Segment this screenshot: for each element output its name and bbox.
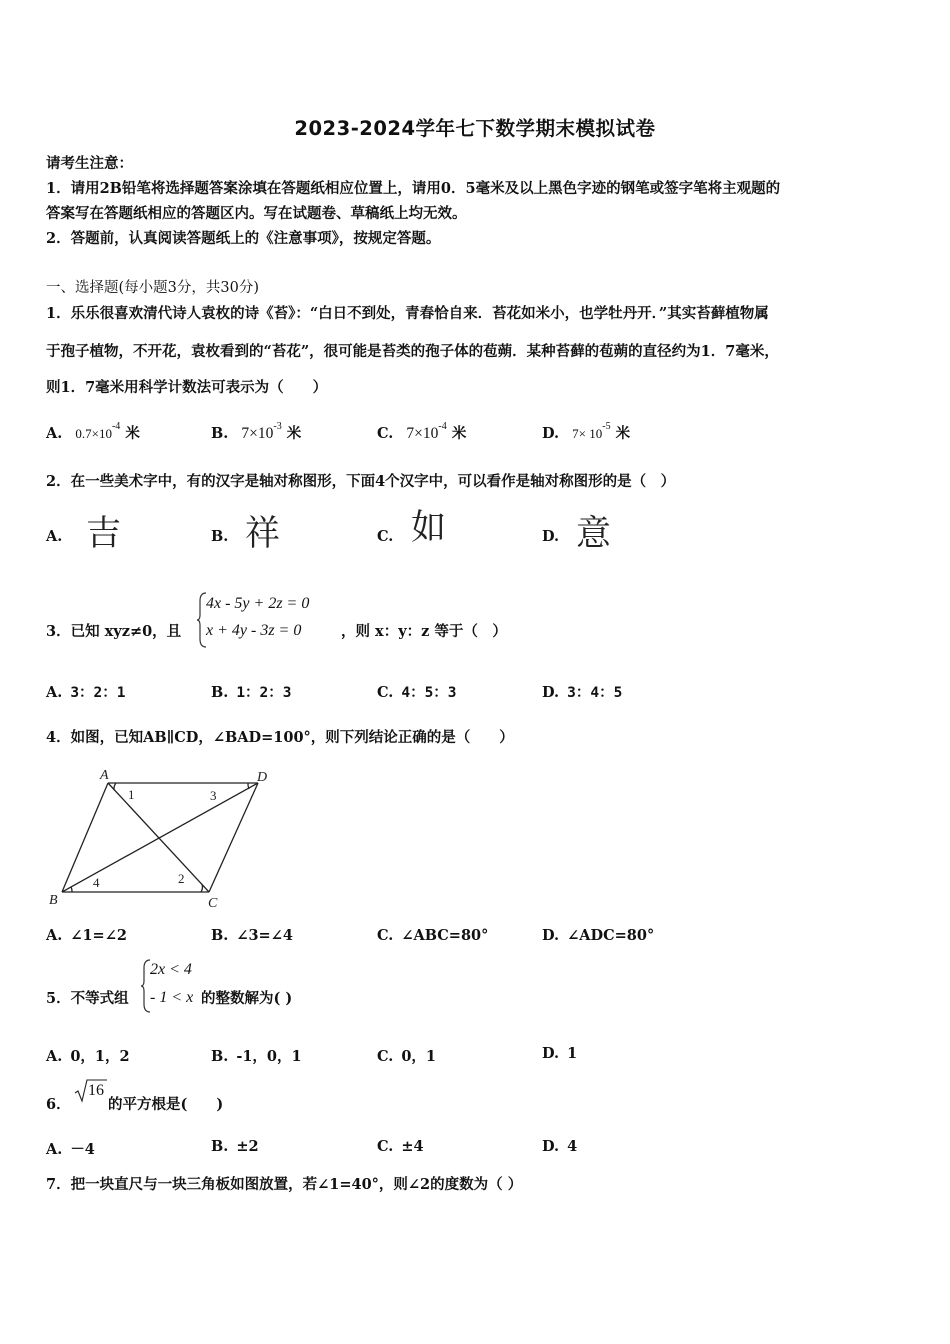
notice-line-1: 1．请用2B铅笔将选择题答案涂填在答题纸相应位置上，请用0．5毫米及以上黑色字迹的钢笔或签字笔将主观题的 [46,180,781,197]
q6-number: 6． [46,1096,71,1113]
q5-stem-prefix: 5．不等式组 [46,990,129,1007]
q6-stem-suffix: 的平方根是( ) [108,1096,224,1113]
q5-option-a[interactable] [46,1045,130,1066]
option-text: 4 [567,1138,578,1155]
q5-inequality-1: 2x < 4 [150,961,192,978]
option-label: D. [542,425,560,442]
option-math: $7\times 10^{-5}$ [572,421,611,441]
q6-option-c[interactable] [377,1138,424,1155]
option-text: 1 [567,1045,578,1062]
option-label: B. [211,1138,229,1155]
q3-option-d[interactable] [542,681,622,702]
option-character: 如 [411,508,447,548]
angle-arc-2 [201,884,202,892]
q3-stem-prefix: 3．已知 xyz≠0，且 [46,623,182,640]
option-character: 吉 [86,514,122,554]
q4-option-c[interactable] [377,927,488,944]
q6-radicand: 16 [88,1082,104,1099]
q1-option-c[interactable] [377,422,466,443]
option-label: C. [377,927,394,944]
q4-option-a[interactable] [46,927,127,944]
option-character: 祥 [245,514,281,554]
q5-option-d[interactable] [542,1045,577,1062]
vertex-label-a: A [100,768,109,783]
q3-option-a[interactable] [46,681,126,702]
q3-option-c[interactable] [377,681,457,702]
option-text: ∠3=∠4 [236,927,293,944]
q7-stem: 7．把一块直尺与一块三角板如图放置，若∠1=40°，则∠2的度数为（ ） [46,1176,523,1193]
option-label: D. [542,1138,560,1155]
option-label: B. [211,684,229,701]
q5-option-b[interactable] [211,1045,302,1066]
option-label: D. [542,927,560,944]
option-label: C. [377,1048,394,1065]
option-label: A. [46,927,63,944]
q3-equation-2: x + 4y - 3z = 0 [206,622,302,639]
option-label: C. [377,528,394,545]
angle-label-3: 3 [210,788,217,803]
option-label: B. [211,528,229,545]
option-label: B. [211,425,229,442]
option-label: A. [46,1141,63,1158]
vertex-label-b: B [49,893,58,908]
notice-heading: 请考生注意： [46,155,133,172]
angle-label-2: 2 [178,871,185,886]
option-label: A. [46,684,63,701]
option-label: C. [377,1138,394,1155]
option-unit: 米 [615,425,631,442]
q3-option-b[interactable] [211,681,292,702]
option-text: ∠ABC=80° [401,927,489,944]
option-character: 意 [576,514,612,554]
option-text: －4 [70,1141,95,1158]
q1-option-a[interactable] [46,422,140,443]
option-text: 0，1，2 [70,1048,130,1065]
notice-line-3: 2．答题前，认真阅读答题纸上的《注意事项》，按规定答题。 [46,230,441,247]
q1-stem-line-3: 则1．7毫米用科学计数法可表示为（ ） [46,379,328,396]
notice-line-2: 答案写在答题纸相应的答题区内。写在试题卷、草稿纸上均无效。 [46,205,467,222]
option-unit: 米 [125,425,140,442]
option-text: 0，1 [401,1048,437,1065]
q4-option-d[interactable] [542,927,654,944]
angle-arc-4 [71,887,72,892]
option-label: C. [377,425,394,442]
q5-inequality-2: - 1 < x [150,989,194,1006]
option-text: -1，0，1 [236,1048,302,1065]
q3-equation-1: 4x - 5y + 2z = 0 [206,595,310,612]
q2-option-c[interactable] [377,508,447,548]
q4-stem: 4．如图，已知AB∥CD，∠BAD=100°，则下列结论正确的是（ ） [46,729,514,746]
section-heading: 一、选择题(每小题3分，共30分) [46,280,259,296]
q1-option-d[interactable] [542,422,630,443]
q4-parallelogram-figure [44,765,284,915]
option-label: B. [211,1048,229,1065]
option-label: D. [542,528,560,545]
option-text: ∠ADC=80° [567,927,655,944]
q5-option-c[interactable] [377,1045,436,1066]
q2-option-d[interactable] [542,514,612,554]
q1-stem-line-1: 1．乐乐很喜欢清代诗人袁枚的诗《苔》：“白日不到处，青春恰自来．苔花如米小，也学牡丹开．”其实苔藓植物属 [46,305,769,322]
option-text: 3：4：5 [567,685,623,701]
angle-label-4: 4 [93,875,100,890]
option-label: B. [211,927,229,944]
vertex-label-d: D [257,770,268,785]
diagonal-ac [108,783,209,892]
option-label: C. [377,684,394,701]
q5-stem-suffix: 的整数解为( ) [201,990,293,1007]
option-text: 4：5：3 [401,685,457,701]
edge-ab [62,783,108,892]
option-label: D. [542,684,560,701]
option-unit: 米 [451,425,467,442]
angle-arc-3 [248,783,249,789]
option-text: ∠1=∠2 [70,927,127,944]
q1-option-b[interactable] [211,422,301,443]
option-label: A. [46,1048,63,1065]
q4-option-b[interactable] [211,927,293,944]
angle-arc-1 [114,783,116,790]
vertex-label-c: C [208,896,218,911]
page-title: 2023-2024学年七下数学期末模拟试卷 [294,117,656,140]
q5-inequality-system [140,958,210,1016]
option-label: A. [46,425,63,442]
angle-label-1: 1 [128,787,135,802]
q2-option-a[interactable] [46,514,122,554]
diagonal-bd [62,783,258,892]
option-math: $7\times 10^{-3}$ [241,421,282,442]
q6-option-d[interactable] [542,1138,577,1155]
option-label: D. [542,1045,560,1062]
option-math: $7\times 10^{-4}$ [406,421,447,442]
option-math: $0.7\times 10^{-4}$ [75,421,121,441]
q1-stem-line-2: 于孢子植物，不开花，袁枚看到的“苔花”，很可能是苔类的孢子体的苞蒴．某种苔藓的苞蒴的直径约为1．7毫米， [46,343,779,360]
option-text: 3：2：1 [70,685,126,701]
q2-option-b[interactable] [211,514,281,554]
q6-option-a[interactable] [46,1138,95,1159]
option-label: A. [46,528,63,545]
q6-option-b[interactable] [211,1138,259,1155]
option-text: 1：2：3 [236,685,292,701]
q3-equation-system [196,591,336,651]
q3-stem-suffix: ，则 x：y：z 等于（ ） [341,623,507,640]
option-unit: 米 [286,425,302,442]
q2-stem: 2．在一些美术字中，有的汉字是轴对称图形，下面4个汉字中，可以看作是轴对称图形的是（ ） [46,473,676,490]
option-text: ±2 [236,1138,259,1155]
option-text: ±4 [401,1138,424,1155]
